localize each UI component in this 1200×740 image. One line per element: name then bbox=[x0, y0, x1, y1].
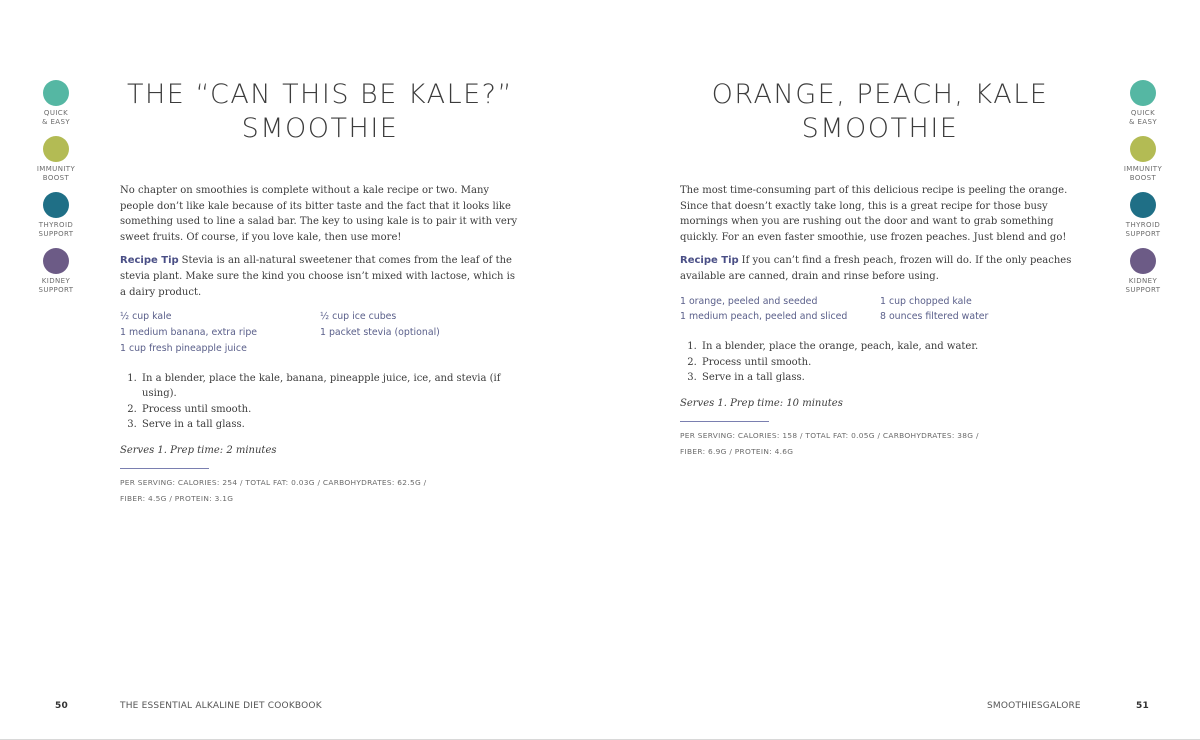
recipe-tip-text: Stevia is an all-natural sweetener that comes from the leaf of the stevia plant. Make sure the kind you choose isn’t mixed with lactose, which is a dairy product. bbox=[120, 255, 515, 298]
badge-label: THYROID SUPPORT bbox=[1125, 221, 1161, 238]
method-step: 1. In a blender, place the kale, banana, pineapple juice, ice, and stevia (if using). bbox=[140, 371, 520, 402]
page-number-left: 50 bbox=[55, 701, 68, 711]
ingredient-item: 8 ounces filtered water bbox=[880, 311, 989, 323]
quick-easy-dot-icon bbox=[43, 80, 69, 106]
badge-label: QUICK & EASY bbox=[1128, 109, 1157, 126]
recipe-title-left: THE “CAN THIS BE KALE?” SMOOTHIE bbox=[127, 79, 513, 144]
badge-thyroid-support bbox=[1108, 192, 1178, 239]
ingredient-item: 1 cup chopped kale bbox=[880, 295, 972, 307]
method-step: 1. In a blender, place the orange, peach, kale, and water. bbox=[700, 339, 1080, 355]
immunity-boost-dot-icon bbox=[1130, 136, 1156, 162]
serves-prep-time: Serves 1. Prep time: 2 minutes bbox=[120, 444, 277, 456]
method-step: 3. Serve in a tall glass. bbox=[700, 370, 1080, 386]
ingredient-column bbox=[120, 309, 320, 356]
ingredient-column bbox=[880, 294, 1080, 326]
ingredient-item: ½ cup kale bbox=[120, 311, 172, 323]
recipe-tip bbox=[120, 253, 520, 300]
chapter-title-footer: SMOOTHIESGALORE bbox=[987, 701, 1081, 711]
badge-label: THYROID SUPPORT bbox=[38, 221, 74, 238]
nutrition-line: FIBER: 6.9G / PROTEIN: 4.6G bbox=[680, 446, 794, 456]
badge-quick-easy bbox=[21, 80, 91, 127]
ingredient-item: 1 cup fresh pineapple juice bbox=[120, 342, 247, 354]
ingredient-column bbox=[320, 309, 520, 356]
category-badges-right bbox=[1108, 80, 1178, 304]
recipe-body-right bbox=[680, 183, 1080, 460]
badge-label: IMMUNITY BOOST bbox=[36, 165, 76, 182]
ingredient-item: 1 packet stevia (optional) bbox=[320, 326, 440, 338]
ingredient-item: 1 medium peach, peeled and sliced bbox=[680, 311, 848, 323]
nutrition-line: FIBER: 4.5G / PROTEIN: 3.1G bbox=[120, 493, 234, 503]
kidney-support-dot-icon bbox=[43, 248, 69, 274]
method-step: 3. Serve in a tall glass. bbox=[140, 417, 520, 433]
ingredient-item: ½ cup ice cubes bbox=[320, 311, 397, 323]
nutrition-line: PER SERVING: CALORIES: 254 / TOTAL FAT: 0.03G / CARBOHYDRATES: 62.5G / bbox=[120, 477, 427, 487]
badge-label: QUICK & EASY bbox=[41, 109, 70, 126]
badge-quick-easy bbox=[1108, 80, 1178, 127]
nutrition-divider bbox=[120, 468, 209, 469]
quick-easy-dot-icon bbox=[1130, 80, 1156, 106]
nutrition-divider bbox=[680, 421, 769, 422]
badge-thyroid-support bbox=[21, 192, 91, 239]
recipe-tip-label: Recipe Tip bbox=[120, 255, 179, 267]
recipe-tip-text: If you can’t find a fresh peach, frozen will do. If the only peaches available are canned, drain and rinse before using. bbox=[680, 255, 1072, 282]
recipe-body-left bbox=[120, 183, 520, 507]
kidney-support-dot-icon bbox=[1130, 248, 1156, 274]
recipe-intro: No chapter on smoothies is complete without a kale recipe or two. Many people don’t like kale because of its bitter taste and the fact that it looks like something used to line a salad bar. The key to using kale is to pair it with very sweet fruits. Of course, if you love kale, then use more! bbox=[120, 185, 518, 243]
thyroid-support-dot-icon bbox=[1130, 192, 1156, 218]
nutrition-info bbox=[680, 428, 1010, 460]
thyroid-support-dot-icon bbox=[43, 192, 69, 218]
badge-immunity-boost bbox=[1108, 136, 1178, 183]
method-steps bbox=[120, 371, 520, 433]
nutrition-info bbox=[120, 475, 450, 507]
book-title-footer: THE ESSENTIAL ALKALINE DIET COOKBOOK bbox=[120, 701, 322, 711]
badge-immunity-boost bbox=[21, 136, 91, 183]
ingredient-list bbox=[680, 294, 1080, 326]
method-step: 2. Process until smooth. bbox=[700, 355, 1080, 371]
ingredient-item: 1 orange, peeled and seeded bbox=[680, 295, 818, 307]
ingredient-item: 1 medium banana, extra ripe bbox=[120, 326, 258, 338]
category-badges-left bbox=[21, 80, 91, 304]
ingredient-column bbox=[680, 294, 880, 326]
immunity-boost-dot-icon bbox=[43, 136, 69, 162]
badge-label: IMMUNITY BOOST bbox=[1123, 165, 1163, 182]
badge-kidney-support bbox=[21, 248, 91, 295]
serves-prep-time: Serves 1. Prep time: 10 minutes bbox=[680, 397, 843, 409]
nutrition-line: PER SERVING: CALORIES: 158 / TOTAL FAT: 0.05G / CARBOHYDRATES: 38G / bbox=[680, 430, 979, 440]
recipe-tip-label: Recipe Tip bbox=[680, 255, 739, 267]
page-number-right: 51 bbox=[1136, 701, 1149, 711]
method-step: 2. Process until smooth. bbox=[140, 402, 520, 418]
badge-label: KIDNEY SUPPORT bbox=[1125, 277, 1161, 294]
ingredient-list bbox=[120, 309, 520, 356]
badge-kidney-support bbox=[1108, 248, 1178, 295]
recipe-title-right: ORANGE, PEACH, KALE SMOOTHIE bbox=[711, 79, 1049, 144]
badge-label: KIDNEY SUPPORT bbox=[38, 277, 74, 294]
recipe-intro: The most time-consuming part of this delicious recipe is peeling the orange. Since that doesn’t exactly take long, this is a great recipe for those busy mornings when you are rushing out the door and want to grab something quickly. For an even faster smoothie, use frozen peaches. Just blend and go! bbox=[680, 185, 1068, 243]
recipe-tip bbox=[680, 253, 1080, 284]
method-steps bbox=[680, 339, 1080, 386]
